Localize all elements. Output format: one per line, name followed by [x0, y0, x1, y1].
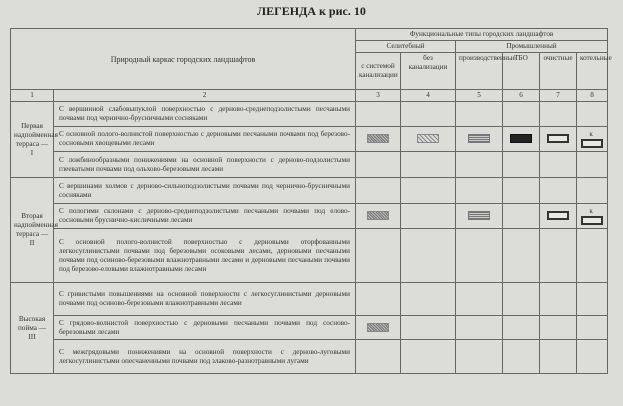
symbol-cell: [577, 340, 608, 374]
landscape-description: С основной полого-волнистой поверхностью с дерновыми песчаными почвами под березово-сосновыми хвощевыми лесами: [54, 127, 356, 152]
symbol-cell: [503, 316, 540, 340]
symbol-cell: [540, 340, 577, 374]
symbol-cell: [456, 127, 503, 152]
symbol-cell: [401, 178, 456, 204]
symbol-cell: [540, 127, 577, 152]
symbol-cell: [540, 204, 577, 229]
terrace-label: Высокая пойма — III: [11, 283, 54, 374]
diag-pattern-icon: [417, 134, 439, 143]
table-row: [11, 316, 608, 340]
header-natural-frame: Природный каркас городских ландшафтов: [11, 29, 356, 90]
column-number: 8: [577, 90, 608, 102]
symbol-cell: [577, 204, 608, 229]
symbol-cell: [356, 127, 401, 152]
table-row: [11, 340, 608, 374]
symbol-cell: [503, 340, 540, 374]
header-c4: без канализации: [401, 53, 456, 90]
horiz-pattern-icon: [468, 211, 490, 220]
symbol-cell: [540, 229, 577, 283]
symbol-cell: [456, 152, 503, 178]
symbol-cell: [401, 102, 456, 127]
symbol-cell: [577, 102, 608, 127]
symbol-cell: [456, 102, 503, 127]
header-c5: производственные: [456, 53, 503, 90]
landscape-description: С ложбинообразными понижениями на основной поверхности с дерново-подзолистыми глееватыми почвами под ольхово-березовыми лесами: [54, 152, 356, 178]
cross-pattern-icon: [367, 211, 389, 220]
symbol-cell: [356, 152, 401, 178]
header-c6: ТБО: [503, 53, 540, 90]
symbol-cell: [456, 229, 503, 283]
terrace-label: Первая надпойменная терраса — I: [11, 102, 54, 178]
header-c3: с системой канализации: [356, 53, 401, 90]
symbol-cell: [456, 204, 503, 229]
header-residential: Селитебный: [356, 41, 456, 53]
symbol-cell: [356, 178, 401, 204]
symbol-cell: [356, 229, 401, 283]
terrace-label: Вторая надпойменная терраса — II: [11, 178, 54, 283]
symbol-cell: [540, 178, 577, 204]
symbol-cell: [401, 152, 456, 178]
symbol-cell: [356, 204, 401, 229]
column-number: 1: [11, 90, 54, 102]
landscape-description: С вершинной слабовыпуклой поверхностью с дерново-среднеподзолистыми песчаными почвами под чернично-брусничными сосняками: [54, 102, 356, 127]
column-number: 7: [540, 90, 577, 102]
table-row: [11, 152, 608, 178]
symbol-cell: [401, 316, 456, 340]
symbol-cell: [540, 152, 577, 178]
symbol-cell: [503, 178, 540, 204]
symbol-cell: [503, 152, 540, 178]
symbol-cell: [503, 102, 540, 127]
boiler-prefix: к: [589, 129, 593, 138]
symbol-cell: [401, 127, 456, 152]
symbol-cell: [540, 316, 577, 340]
symbol-cell: [356, 283, 401, 316]
symbol-cell: [540, 283, 577, 316]
header-functional-types: Функциональные типы городских ландшафтов: [356, 29, 608, 41]
symbol-cell: [356, 102, 401, 127]
legend-table: [10, 28, 612, 374]
landscape-description: С основной полого-волнистой поверхностью с дерновыми оторфованными легкосуглинистыми почвами под березовыми осоковыми лесами, дерновыми песчаными почвами под осиново-березовыми влажнотравными лесами и дерновыми песчаными почвами под березово-еловыми влажнотравными лесами: [54, 229, 356, 283]
symbol-cell: [356, 316, 401, 340]
symbol-cell: [577, 152, 608, 178]
open-pattern-icon: [547, 211, 569, 220]
symbol-cell: [356, 340, 401, 374]
table-row: [11, 204, 608, 229]
open-pattern-icon: [547, 134, 569, 143]
cross-pattern-icon: [367, 134, 389, 143]
symbol-cell: [503, 204, 540, 229]
header-industrial: Промышленный: [456, 41, 608, 53]
column-number: 6: [503, 90, 540, 102]
symbol-cell: [503, 229, 540, 283]
symbol-cell: [577, 229, 608, 283]
symbol-cell: [503, 283, 540, 316]
symbol-cell: [577, 127, 608, 152]
symbol-cell: [401, 229, 456, 283]
column-number: 5: [456, 90, 503, 102]
landscape-description: С пологими склонами с дерново-среднеподзолистыми песчаными почвами под елово-сосновыми бруснично-кисличными лесами: [54, 204, 356, 229]
symbol-cell: [503, 127, 540, 152]
symbol-cell: [577, 283, 608, 316]
table-row: [11, 127, 608, 152]
header-c8: котельные: [577, 53, 608, 90]
column-number: 2: [54, 90, 356, 102]
table-row: [11, 178, 608, 204]
cross-pattern-icon: [367, 323, 389, 332]
symbol-cell: [577, 178, 608, 204]
symbol-cell: [401, 204, 456, 229]
table-row: [11, 229, 608, 283]
black-pattern-icon: [510, 134, 532, 143]
symbol-cell: [401, 340, 456, 374]
page-title: ЛЕГЕНДА к рис. 10: [257, 4, 366, 18]
symbol-cell: [456, 316, 503, 340]
symbol-cell: [401, 283, 456, 316]
landscape-description: С вершинами холмов с дерново-сильноподзолистыми почвами под чернично-брусничными сосняками: [54, 178, 356, 204]
symbol-cell: [456, 283, 503, 316]
open-pattern-icon: [581, 139, 603, 148]
column-number: 4: [401, 90, 456, 102]
landscape-description: С гривистыми повышениями на основной поверхности с легкосуглинистыми дерновыми почвами под осиново-березовыми влажнотравными лесами: [54, 283, 356, 316]
symbol-cell: [540, 102, 577, 127]
landscape-description: С межгрядовыми понижениями на основной поверхности с дерново-луговыми легкосуглинистыми опесчаненными почвами под злаково-разнотравными лугами: [54, 340, 356, 374]
header-c7: очистные: [540, 53, 577, 90]
symbol-cell: [456, 340, 503, 374]
table-row: [11, 102, 608, 127]
symbol-cell: [456, 178, 503, 204]
landscape-description: С грядово-волнистой поверхностью с дерновыми песчаными почвами под сосново-березовыми лесами: [54, 316, 356, 340]
symbol-cell: [577, 316, 608, 340]
horiz-pattern-icon: [468, 134, 490, 143]
open-pattern-icon: [581, 216, 603, 225]
column-number: 3: [356, 90, 401, 102]
boiler-prefix: к: [589, 206, 593, 215]
table-row: [11, 283, 608, 316]
